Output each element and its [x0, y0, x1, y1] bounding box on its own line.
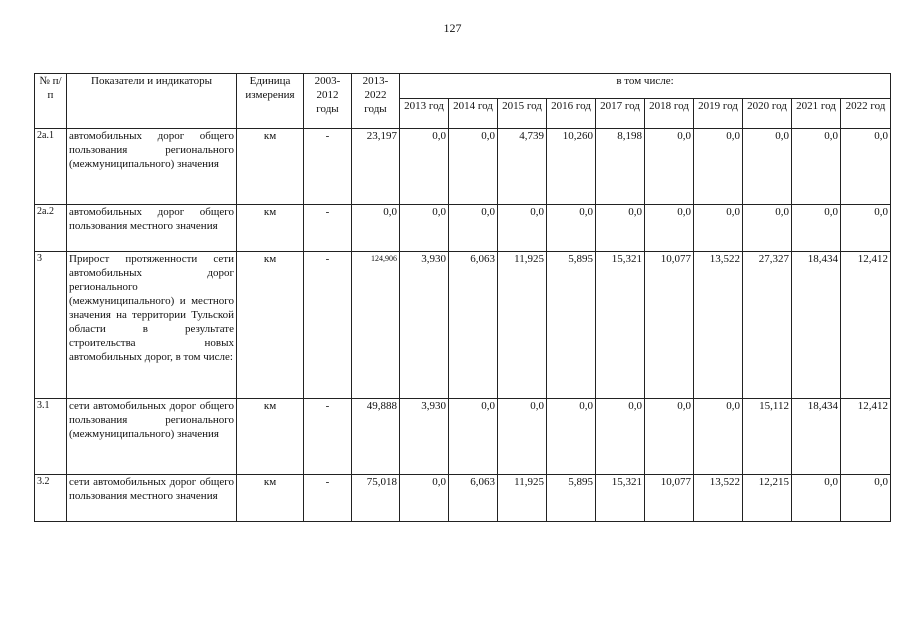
row-value: 0,0	[400, 475, 449, 522]
header-year: 2019 год	[694, 99, 743, 129]
table-row	[35, 475, 891, 522]
header-year: 2018 год	[645, 99, 694, 129]
row-unit: км	[237, 252, 304, 399]
row-value: 0,0	[596, 399, 645, 475]
indicator-table	[34, 73, 891, 522]
row-value: 5,895	[547, 475, 596, 522]
page-number: 127	[443, 21, 462, 35]
row-unit: км	[237, 475, 304, 522]
row-total: 49,888	[352, 399, 400, 475]
row-value: 0,0	[449, 129, 498, 205]
row-value: 12,412	[841, 252, 891, 399]
header-year: 2016 год	[547, 99, 596, 129]
row-unit: км	[237, 129, 304, 205]
row-value: 0,0	[743, 205, 792, 252]
header-including: в том числе:	[400, 74, 891, 99]
row-indicator: автомобильных дорог общего пользования местного значения	[67, 205, 237, 252]
row-value: 4,739	[498, 129, 547, 205]
header-unit: Единица измерения	[237, 74, 304, 129]
row-value: 0,0	[792, 129, 841, 205]
header-year: 2022 год	[841, 99, 891, 129]
row-value: 0,0	[694, 129, 743, 205]
row-value: 0,0	[400, 129, 449, 205]
row-code: 2а.2	[35, 205, 67, 252]
row-unit: км	[237, 399, 304, 475]
row-value: 18,434	[792, 399, 841, 475]
header-year: 2015 год	[498, 99, 547, 129]
row-period-2003-2012: -	[304, 205, 352, 252]
row-value: 0,0	[841, 475, 891, 522]
row-value: 6,063	[449, 475, 498, 522]
row-value: 11,925	[498, 252, 547, 399]
row-code: 3.2	[35, 475, 67, 522]
row-total: 124,906	[352, 252, 400, 399]
row-indicator: сети автомобильных дорог общего пользования регионального (межмуниципального) значения	[67, 399, 237, 475]
row-value: 10,260	[547, 129, 596, 205]
header-no: № п/п	[35, 74, 67, 129]
row-value: 5,895	[547, 252, 596, 399]
row-value: 0,0	[694, 399, 743, 475]
row-total: 23,197	[352, 129, 400, 205]
row-indicator: автомобильных дорог общего пользования регионального (межмуниципального) значения	[67, 129, 237, 205]
row-value: 0,0	[694, 205, 743, 252]
row-value: 3,930	[400, 399, 449, 475]
row-value: 12,215	[743, 475, 792, 522]
row-value: 0,0	[792, 205, 841, 252]
row-value: 0,0	[841, 129, 891, 205]
row-value: 8,198	[596, 129, 645, 205]
header-year: 2021 год	[792, 99, 841, 129]
header-year: 2020 год	[743, 99, 792, 129]
row-value: 0,0	[841, 205, 891, 252]
row-value: 0,0	[645, 205, 694, 252]
table-row	[35, 252, 891, 399]
row-code: 2а.1	[35, 129, 67, 205]
table-row	[35, 399, 891, 475]
row-value: 18,434	[792, 252, 841, 399]
table-row	[35, 129, 891, 205]
row-value: 15,112	[743, 399, 792, 475]
header-period-2013-2022: 2013-2022 годы	[352, 74, 400, 129]
row-value: 11,925	[498, 475, 547, 522]
row-value: 0,0	[743, 129, 792, 205]
row-value: 6,063	[449, 252, 498, 399]
row-unit: км	[237, 205, 304, 252]
row-value: 10,077	[645, 252, 694, 399]
row-value: 0,0	[449, 399, 498, 475]
row-code: 3	[35, 252, 67, 399]
row-indicator: сети автомобильных дорог общего пользования местного значения	[67, 475, 237, 522]
row-value: 0,0	[596, 205, 645, 252]
row-value: 12,412	[841, 399, 891, 475]
row-value: 15,321	[596, 475, 645, 522]
row-value: 13,522	[694, 252, 743, 399]
row-value: 0,0	[498, 399, 547, 475]
row-indicator: Прирост протяженности сети автомобильных дорог регионального (межмуниципального) и местного значения на территории Тульской области в результате строительства новых автомобильных дорог, в том числе:	[67, 252, 237, 399]
header-year: 2014 год	[449, 99, 498, 129]
row-value: 0,0	[792, 475, 841, 522]
row-value: 3,930	[400, 252, 449, 399]
header-period-2003-2012: 2003-2012 годы	[304, 74, 352, 129]
row-value: 0,0	[449, 205, 498, 252]
row-value: 0,0	[645, 129, 694, 205]
header-year: 2017 год	[596, 99, 645, 129]
row-value: 0,0	[498, 205, 547, 252]
row-period-2003-2012: -	[304, 475, 352, 522]
table-row	[35, 205, 891, 252]
row-value: 0,0	[547, 399, 596, 475]
row-period-2003-2012: -	[304, 252, 352, 399]
row-total: 75,018	[352, 475, 400, 522]
row-period-2003-2012: -	[304, 129, 352, 205]
row-period-2003-2012: -	[304, 399, 352, 475]
row-code: 3.1	[35, 399, 67, 475]
header-year: 2013 год	[400, 99, 449, 129]
row-total: 0,0	[352, 205, 400, 252]
row-value: 0,0	[400, 205, 449, 252]
row-value: 27,327	[743, 252, 792, 399]
row-value: 15,321	[596, 252, 645, 399]
row-value: 13,522	[694, 475, 743, 522]
row-value: 0,0	[547, 205, 596, 252]
header-indicator: Показатели и индикаторы	[67, 74, 237, 129]
row-value: 10,077	[645, 475, 694, 522]
row-value: 0,0	[645, 399, 694, 475]
